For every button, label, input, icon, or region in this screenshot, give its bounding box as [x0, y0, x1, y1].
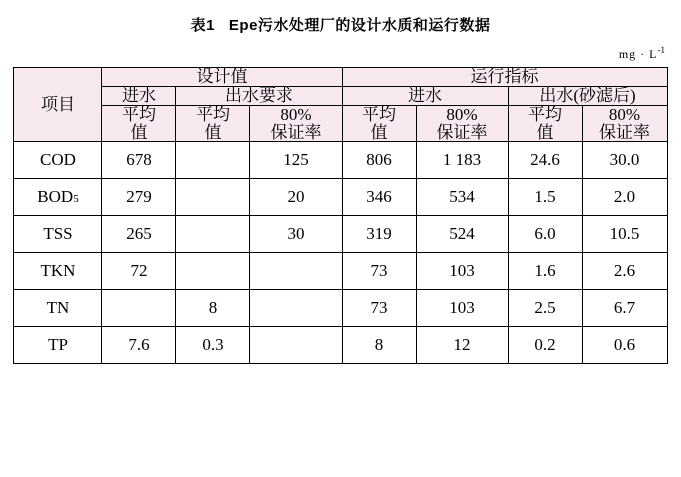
cell-tp-design-effluent-80	[250, 327, 342, 364]
row-label-tss	[14, 216, 102, 253]
header-col-2	[176, 105, 250, 142]
row-label-bod5	[14, 179, 102, 216]
cell-tn-op-effluent-avg: 2.5	[508, 290, 582, 327]
header-col-7-line2: 保证率	[599, 122, 650, 142]
header-col-6-line2: 值	[536, 122, 554, 142]
header-group-operation: 运行指标	[342, 68, 667, 87]
header-col-5	[416, 105, 508, 142]
header-col-2-line1: 平均	[195, 104, 230, 124]
cell-tkn-op-effluent-avg: 1.6	[508, 253, 582, 290]
table-row	[14, 253, 667, 290]
row-label-text: COD	[40, 150, 76, 170]
cell-cod-op-effluent-80: 30.0	[582, 142, 667, 179]
cell-tss-op-influent-80: 524	[416, 216, 508, 253]
row-label-cod	[14, 142, 102, 179]
row-label-text: TSS	[43, 224, 73, 244]
header-subgroup-op-influent: 进水	[342, 86, 508, 105]
unit-text: mg · L	[618, 47, 658, 61]
header-col-7	[582, 105, 667, 142]
cell-tss-op-effluent-avg: 6.0	[508, 216, 582, 253]
row-label-tp	[14, 327, 102, 364]
cell-tkn-op-effluent-80: 2.6	[582, 253, 667, 290]
table-caption-text: Epe污水处理厂的设计水质和运行数据	[228, 17, 491, 34]
header-item-label: 项目	[14, 68, 102, 142]
header-col-3-line1: 80%	[280, 104, 312, 124]
cell-bod5-design-effluent-avg	[176, 179, 250, 216]
header-col-4	[342, 105, 416, 142]
cell-tp-design-influent-avg: 7.6	[102, 327, 176, 364]
header-col-1-line1: 平均	[121, 104, 156, 124]
cell-tn-design-effluent-80	[250, 290, 342, 327]
header-row-groups	[14, 68, 667, 87]
header-col-4-line2: 值	[370, 122, 388, 142]
row-label-sub: 5	[73, 193, 79, 206]
unit-annotation	[0, 35, 681, 61]
cell-tp-op-effluent-avg: 0.2	[508, 327, 582, 364]
table-caption	[0, 0, 681, 35]
cell-tn-op-effluent-80: 6.7	[582, 290, 667, 327]
cell-tss-design-influent-avg: 265	[102, 216, 176, 253]
cell-tp-op-effluent-80: 0.6	[582, 327, 667, 364]
unit-exponent: -1	[657, 45, 665, 55]
cell-tp-design-effluent-avg: 0.3	[176, 327, 250, 364]
cell-tkn-op-influent-80: 103	[416, 253, 508, 290]
cell-cod-design-effluent-avg	[176, 142, 250, 179]
water-quality-table	[13, 67, 667, 364]
cell-tkn-design-effluent-80	[250, 253, 342, 290]
cell-bod5-design-influent-avg: 279	[102, 179, 176, 216]
cell-cod-op-influent-80: 1 183	[416, 142, 508, 179]
cell-tp-op-influent-avg: 8	[342, 327, 416, 364]
cell-tss-design-effluent-80: 30	[250, 216, 342, 253]
row-label-tn	[14, 290, 102, 327]
cell-tss-op-influent-avg: 319	[342, 216, 416, 253]
cell-bod5-op-influent-avg: 346	[342, 179, 416, 216]
header-subgroup-design-effluent: 出水要求	[176, 86, 342, 105]
cell-tp-op-influent-80: 12	[416, 327, 508, 364]
cell-tss-op-effluent-80: 10.5	[582, 216, 667, 253]
header-subgroup-design-influent: 进水	[102, 86, 176, 105]
table-row	[14, 179, 667, 216]
table-header	[14, 68, 667, 142]
header-col-5-line1: 80%	[446, 104, 478, 124]
header-col-1	[102, 105, 176, 142]
header-col-4-line1: 平均	[362, 104, 396, 124]
row-label-text: TKN	[40, 261, 76, 281]
header-group-design: 设计值	[102, 68, 342, 87]
header-col-2-line2: 值	[204, 122, 222, 142]
cell-cod-op-effluent-avg: 24.6	[508, 142, 582, 179]
cell-tn-design-influent-avg	[102, 290, 176, 327]
table-caption-number: 表1	[190, 17, 215, 34]
header-row-subgroups	[14, 86, 667, 105]
header-col-5-line2: 保证率	[436, 122, 488, 142]
row-label-tkn	[14, 253, 102, 290]
header-col-6-line1: 平均	[528, 104, 562, 124]
cell-bod5-op-influent-80: 534	[416, 179, 508, 216]
table-row	[14, 216, 667, 253]
header-subgroup-op-effluent: 出水(砂滤后)	[508, 86, 667, 105]
table-body	[14, 142, 667, 364]
table-row	[14, 142, 667, 179]
table-row	[14, 327, 667, 364]
cell-bod5-op-effluent-avg: 1.5	[508, 179, 582, 216]
row-label-text: TP	[48, 335, 68, 355]
header-col-6	[508, 105, 582, 142]
cell-cod-op-influent-avg: 806	[342, 142, 416, 179]
cell-tn-design-effluent-avg: 8	[176, 290, 250, 327]
header-col-3	[250, 105, 342, 142]
header-col-1-line2: 值	[130, 122, 148, 142]
cell-tkn-design-influent-avg: 72	[102, 253, 176, 290]
cell-tn-op-influent-80: 103	[416, 290, 508, 327]
cell-tss-design-effluent-avg	[176, 216, 250, 253]
cell-bod5-design-effluent-80: 20	[250, 179, 342, 216]
cell-tn-op-influent-avg: 73	[342, 290, 416, 327]
row-label-text: TN	[46, 298, 70, 318]
cell-cod-design-influent-avg: 678	[102, 142, 176, 179]
cell-cod-design-effluent-80: 125	[250, 142, 342, 179]
cell-tkn-op-influent-avg: 73	[342, 253, 416, 290]
header-col-3-line2: 保证率	[270, 122, 322, 142]
table-row	[14, 290, 667, 327]
header-col-7-line1: 80%	[608, 104, 641, 124]
header-row-columns	[14, 105, 667, 142]
row-label-text: BOD	[37, 187, 74, 207]
cell-bod5-op-effluent-80: 2.0	[582, 179, 667, 216]
cell-tkn-design-effluent-avg	[176, 253, 250, 290]
